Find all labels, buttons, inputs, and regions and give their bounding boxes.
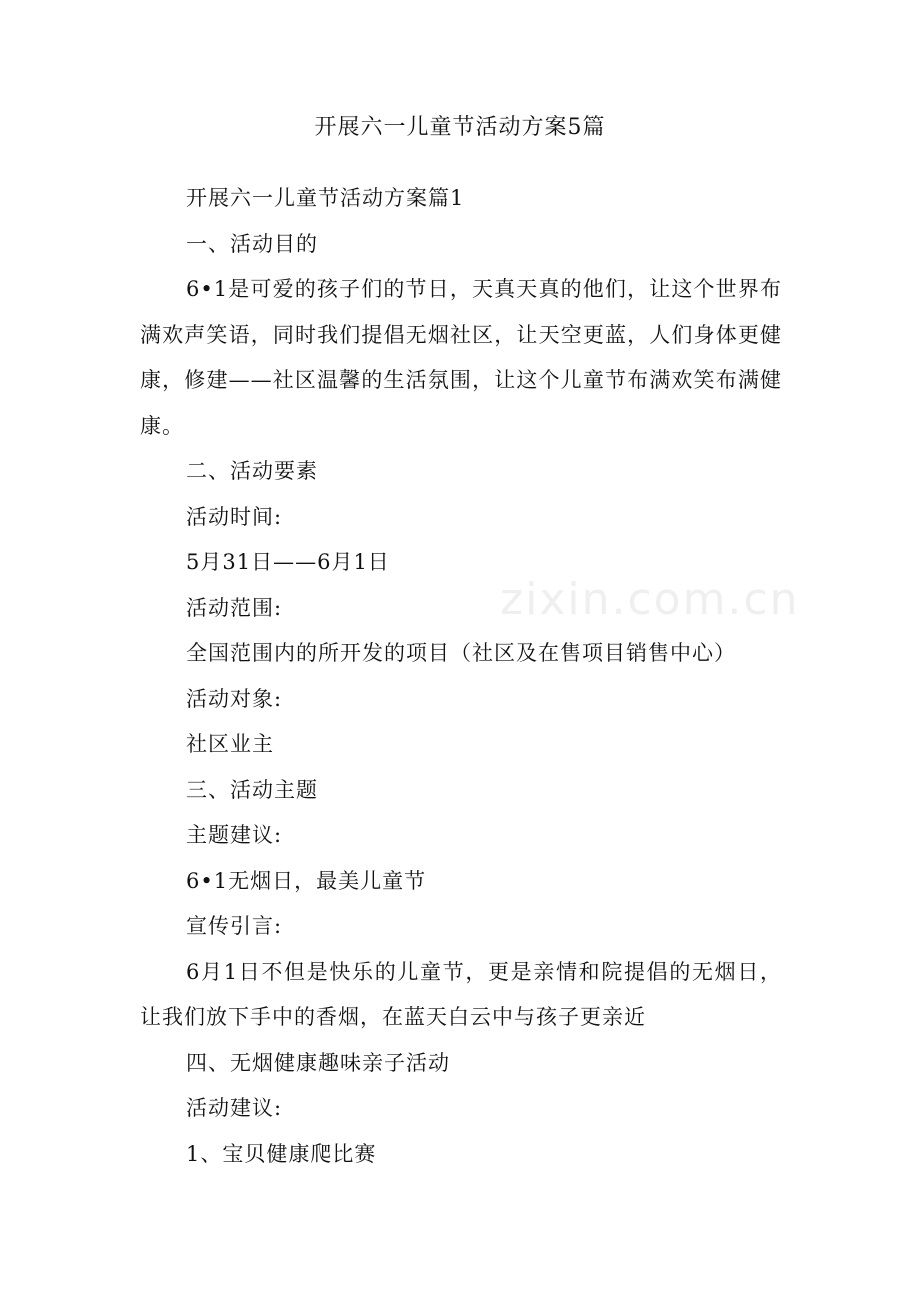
field-value: 6•1无烟日，最美儿童节 bbox=[186, 868, 427, 893]
field-value: 5月31日——6月1日 bbox=[186, 550, 390, 574]
watermark: zixin.com.cn bbox=[500, 574, 800, 625]
field-label: 宣传引言: bbox=[186, 914, 283, 938]
field-label: 活动对象: bbox=[186, 686, 283, 711]
list-item: 1、宝贝健康爬比赛 bbox=[186, 1141, 377, 1166]
document-title: 开展六一儿童节活动方案5篇 bbox=[314, 115, 606, 140]
field-label: 活动时间: bbox=[186, 504, 283, 529]
subsection-heading: 二、活动要素 bbox=[186, 459, 318, 483]
subsection-heading: 四、无烟健康趣味亲子活动 bbox=[186, 1050, 450, 1075]
body-paragraph: 6月1日不但是快乐的儿童节，更是亲情和院提倡的无烟日，让我们放下手中的香烟，在蓝天白云中与孩子更亲近 bbox=[140, 959, 782, 1029]
subsection-heading: 三、活动主题 bbox=[186, 777, 318, 802]
section-heading: 开展六一儿童节活动方案篇1 bbox=[186, 186, 465, 210]
field-value: 社区业主 bbox=[186, 732, 274, 756]
field-value: 全国范围内的所开发的项目（社区及在售项目销售中心） bbox=[186, 641, 736, 665]
field-label: 活动建议: bbox=[186, 1096, 283, 1120]
subsection-heading: 一、活动目的 bbox=[186, 231, 318, 256]
document-body bbox=[140, 176, 782, 1177]
body-paragraph: 6•1是可爱的孩子们的节日，天真天真的他们，让这个世界布满欢声笑语，同时我们提倡无烟社区，让天空更蓝，人们身体更健康，修建——社区温馨的生活氛围，让这个儿童节布满欢笑布满健康。 bbox=[140, 277, 782, 438]
field-label: 主题建议: bbox=[186, 823, 283, 847]
field-label: 活动范围: bbox=[186, 595, 283, 620]
